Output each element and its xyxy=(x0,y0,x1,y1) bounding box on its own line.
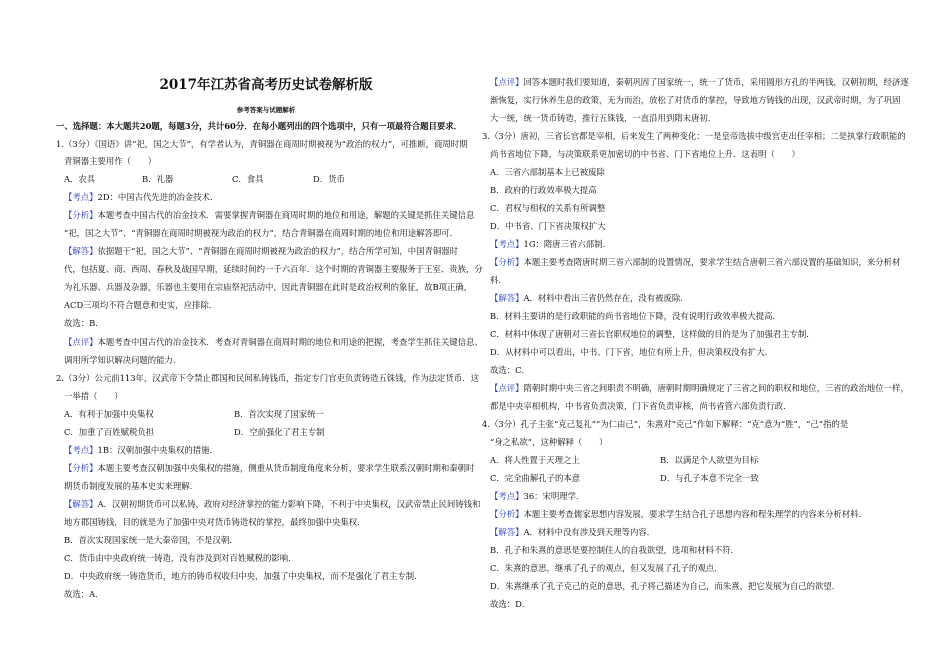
q2-dianping: 【点评】回答本题时我们要知道，秦朝巩固了国家统一，统一了货币，采用圆形方孔的半两钱，汉朝初期，经济逐 xyxy=(490,77,909,87)
q4-option-d: D．与孔子本意不完全一致 xyxy=(660,473,759,483)
q2-kaodian: 【考点】1B：汉朝加强中央集权的措施． xyxy=(64,445,218,455)
jieda-tag: 【解答】 xyxy=(64,499,98,509)
dianping-tag: 【点评】 xyxy=(490,77,524,87)
q4-jieda: 【解答】A．材料中没有涉及到天理等内容． xyxy=(490,527,656,537)
q4-kaodian: 【考点】36：宋明理学． xyxy=(490,491,585,501)
fenxi-tag: 【分析】 xyxy=(490,257,524,267)
fenxi-tag: 【分析】 xyxy=(64,463,98,473)
q2-option-d: D．空前强化了君主专制 xyxy=(234,427,325,437)
q1-jieda-line2: 代，包括夏、商、西周、春秋及战国早期，延续时间约一千六百年．这个时期的青铜器主要服务于王室、贵族，分 xyxy=(64,264,483,274)
q4-fenxi: 【分析】本题主要考查儒家思想内容发展，要求学生结合孔子思想内容和程朱理学的内容来分析材料． xyxy=(490,509,867,519)
fenxi-tag: 【分析】 xyxy=(64,210,98,220)
q3-jieda: 【解答】A．材料中看出三省仍然存在，没有被废除． xyxy=(490,293,689,303)
q1-jieda-line4: ACD三项均不符合题意和史实，应排除． xyxy=(64,300,218,310)
q3-option-c: C．君权与相权的关系有所调整 xyxy=(490,203,606,213)
dianping-tag: 【点评】 xyxy=(64,337,98,347)
q3-stem-line1: 3.（3分）唐初，三省长官都是宰相，后来发生了两种变化：一是皇帝选拔中级官吏出任宰相；二是执掌行政职能的 xyxy=(482,131,906,141)
q3-dianping-line2: 都是中央宰相机构，中书省负责决策，门下省负责审核，尚书省管六部负责行政． xyxy=(490,401,792,411)
q1-jieda-line3: 为礼乐器、兵器及杂器，乐器也主要用在宗庙祭祀活动中，因此青铜器在此时是政治权利的象征，故B项正确， xyxy=(64,282,473,292)
q1-fenxi: 【分析】本题考查中国古代的冶金技术．需要掌握青铜器在商周时期的地位和用途，解题的关键是抓住关键信息 xyxy=(64,210,475,220)
q3-dianping: 【点评】隋朝时期中央三省之间职责不明确，唐朝时期明确规定了三省之间的职权和地位，三省的政治地位一样， xyxy=(490,383,909,393)
q1-jieda: 【解答】依据题干“祀，国之大节”、“青铜器在商周时期被视为政治的权力”，结合所学可知，中国青铜器时 xyxy=(64,246,458,256)
q2-dianping-line2: 渐恢复，实行休养生息的政策，无为而治，放松了对货币的掌控，导致地方铸钱的出现，汉武帝时期，为了巩固 xyxy=(490,95,901,105)
q3-jieda-c: C．材料中体现了唐朝对三省长官职权地位的调整，这样做的目的是为了加强君主专制． xyxy=(490,329,815,339)
q2-jieda-d: D．中央政府统一铸造货币，地方的铸币权收归中央，加强了中央集权，而不是强化了君主专制． xyxy=(64,571,423,581)
q2-answer: 故选：A． xyxy=(64,589,104,599)
q3-jieda-b: B．材料主要讲的是行政职能的尚书省地位下降，没有说明行政效率极大提高． xyxy=(490,311,781,321)
q4-option-b: B．以满足个人欲望为目标 xyxy=(660,455,759,465)
q3-option-a: A．三省六部制基本上已被废除 xyxy=(490,167,605,177)
dianping-tag: 【点评】 xyxy=(490,383,524,393)
q2-fenxi: 【分析】本题主要考查汉朝加强中央集权的措施，侧重从货币制度角度来分析，要求学生联系汉朝时期和秦朝时 xyxy=(64,463,475,473)
q4-stem-line2: “身之私欲”，这种解释（ ） xyxy=(490,437,608,447)
q2-stem-line1: 2.（3分）公元前113年，汉武帝下令禁止郡国和民间私铸钱币，指定专门官吏负责铸造五铢钱，作为法定货币．这 xyxy=(56,373,479,383)
q4-option-a: A．将人性置于天理之上 xyxy=(490,455,580,465)
q4-jieda-d: D．朱熹继承了孔子克己的克的意思，孔子将己描述为自己，而朱熹，把它发展为自己的欲望． xyxy=(490,581,841,591)
q1-option-d: D．货币 xyxy=(313,174,345,184)
page-subtitle: 参考答案与试题解析 xyxy=(236,106,296,114)
q1-dianping: 【点评】本题考查中国古代的冶金技术．考查对青铜器在商周时期的地位和用途的把握，考查学生抓住关键信息、 xyxy=(64,337,483,347)
q2-stem-line2: 一举措（ ） xyxy=(64,391,123,401)
q2-option-a: A．有利于加强中央集权 xyxy=(64,409,154,419)
kaodian-tag: 【考点】 xyxy=(490,491,524,501)
q3-option-d: D．中书省、门下省决策权扩大 xyxy=(490,221,606,231)
kaodian-tag: 【考点】 xyxy=(64,192,98,202)
q1-kaodian: 【考点】2D：中国古代先进的冶金技术． xyxy=(64,192,219,202)
q1-stem-line1: 1.（3分）《国语》讲“祀，国之大节”，有学者认为，青铜器在商周时期被视为“政治的权力”，可推断，商周时期 xyxy=(56,139,468,149)
q4-jieda-b: B．孔子和朱熹的意思是要控制住人的自我欲望，选项和材料不符． xyxy=(490,545,740,555)
jieda-tag: 【解答】 xyxy=(64,246,98,256)
q2-jieda-b: B．首次实现国家统一是大秦帝国，不是汉朝． xyxy=(64,535,238,545)
page-title: 2017年江苏省高考历史试卷解析版 xyxy=(159,77,373,93)
q1-option-a: A．农具 xyxy=(64,174,96,184)
q3-jieda-d: D．从材料中可以看出，中书、门下省，地位有所上升，但决策权没有扩大． xyxy=(490,347,774,357)
q2-dianping-line3: 大一统，统一货币铸造，推行五铢钱，一直沿用到隋末唐初． xyxy=(490,113,717,123)
q2-option-c: C．加重了百姓赋税负担 xyxy=(64,427,155,437)
section-heading: 一、选择题：本大题共20题，每题3分，共计60分．在每小题列出的四个选项中，只有一项最符合题目要求． xyxy=(56,121,463,131)
q2-fenxi-line2: 期货币制度发展的基本史实来理解． xyxy=(64,481,198,491)
q3-fenxi-line2: 料． xyxy=(490,275,507,285)
q3-option-b: B．政府的行政效率极大提高 xyxy=(490,185,597,195)
q3-kaodian: 【考点】1G：隋唐三省六部制． xyxy=(490,239,611,249)
kaodian-tag: 【考点】 xyxy=(490,239,524,249)
q4-option-c: C．完全曲解孔子的本意 xyxy=(490,473,581,483)
q2-jieda: 【解答】A．汉朝初期货币可以私铸，政府对经济掌控的能力影响下降，不利于中央集权，汉武帝禁止民间铸钱和 xyxy=(64,499,481,509)
fenxi-tag: 【分析】 xyxy=(490,509,524,519)
q1-option-c: C．食具 xyxy=(232,174,264,184)
kaodian-tag: 【考点】 xyxy=(64,445,98,455)
q1-dianping-line2: 调用所学知识解决问题的能力． xyxy=(64,355,182,365)
q4-jieda-c: C．朱熹的意思，继承了孔子的观点，但又发展了孔子的观点． xyxy=(490,563,723,573)
q2-jieda-c: C．货币由中央政府统一铸造，没有涉及到对百姓赋税的影响． xyxy=(64,553,297,563)
jieda-tag: 【解答】 xyxy=(490,527,524,537)
q4-stem-line1: 4.（3分）孔子主张“克己复礼”“为仁由己”，朱熹对“克己”作如下解释：“克”意为“胜”，“己”指的是 xyxy=(482,419,849,429)
q2-jieda-line2: 地方郡国铸钱，目的就是为了加强中央对货币铸造权的掌控，最终加强中央集权． xyxy=(64,517,366,527)
q1-stem-line2: 青铜器主要用作（ ） xyxy=(64,156,157,166)
q1-option-b: B．礼器 xyxy=(142,174,174,184)
q1-answer: 故选：B． xyxy=(64,318,104,328)
q4-answer: 故选：D． xyxy=(490,599,531,609)
jieda-tag: 【解答】 xyxy=(490,293,524,303)
q3-stem-line2: 尚书省地位下降，与决策联系更加密切的中书省、门下省地位上升．这表明（ ） xyxy=(490,149,800,159)
q3-answer: 故选：C． xyxy=(490,365,530,375)
q1-fenxi-line2: “祀，国之大节”、“青铜器在商周时期被视为政治的权力”，结合青铜器在商周时期的地位和用途解答即可． xyxy=(64,228,458,238)
q3-fenxi: 【分析】本题主要考查隋唐时期三省六部制的设置情况，要求学生结合唐朝三省六部设置的基础知识，来分析材 xyxy=(490,257,901,267)
q2-option-b: B．首次实现了国家统一 xyxy=(234,409,324,419)
